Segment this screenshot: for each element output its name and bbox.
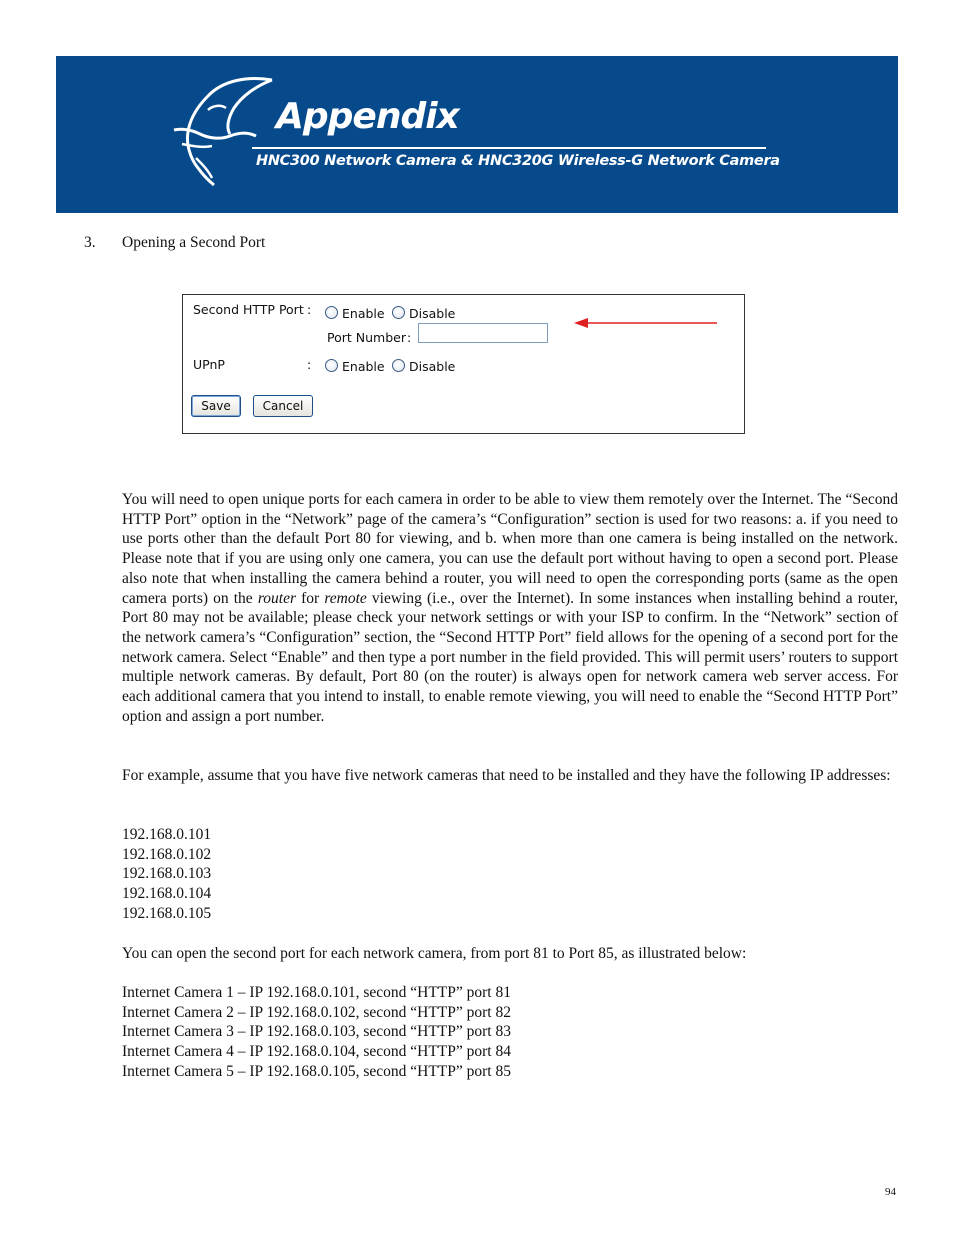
banner-title: Appendix	[276, 96, 459, 137]
camera-port-item: Internet Camera 5 – IP 192.168.0.105, second “HTTP” port 85	[122, 1062, 511, 1080]
second-port-settings-panel	[182, 294, 745, 434]
paragraph-text-part: You will need to open unique ports for each camera in order to be able to view them remotely over the Internet. The “Second HTTP Port” option in the “Network” page of the camera’s “Configuration” section is used for two reasons: a. if you need to use ports other than the default Port 80 for viewing, and b. when more than one camera is being installed on the network. Please note that if you are using only one camera, you can use the default port without having to open a second port. Please also note that when installing the camera behind a router, you will need to open the corresponding ports (same as the open camera ports) on the	[122, 491, 898, 607]
upnp-enable-label: Enable	[342, 359, 385, 374]
explanation-paragraph	[122, 490, 898, 726]
banner-subtitle: HNC300 Network Camera & HNC320G Wireless-G Network Camera	[256, 153, 780, 169]
banner-divider	[252, 147, 766, 149]
port-number-input[interactable]	[418, 323, 548, 343]
router-emphasis: router	[257, 589, 296, 607]
upnp-disable-radio[interactable]	[392, 359, 405, 372]
port-range-paragraph: You can open the second port for each network camera, from port 81 to Port 85, as illustrated below:	[122, 945, 747, 962]
second-http-port-disable-radio[interactable]	[392, 306, 405, 319]
red-arrow-icon	[574, 316, 719, 330]
ip-address-item: 192.168.0.102	[122, 845, 212, 863]
port-number-colon: :	[407, 330, 412, 345]
camera-port-item: Internet Camera 1 – IP 192.168.0.101, second “HTTP” port 81	[122, 984, 511, 1001]
ip-address-item: 192.168.0.103	[122, 865, 212, 883]
second-http-port-disable-label: Disable	[409, 306, 456, 321]
remote-emphasis: remote	[324, 589, 367, 607]
appendix-banner	[56, 56, 898, 213]
camera-port-list	[122, 983, 511, 1082]
upnp-disable-label: Disable	[409, 359, 456, 374]
cancel-button[interactable]: Cancel	[253, 395, 313, 417]
page-number: 94	[885, 1186, 896, 1198]
ip-address-item: 192.168.0.104	[122, 885, 212, 903]
ip-address-list	[122, 825, 211, 924]
upnp-label: UPnP	[193, 357, 225, 372]
example-paragraph: For example, assume that you have five network cameras that need to be installed and they have the following IP addresses:	[122, 767, 891, 784]
eagle-logo-icon	[168, 74, 278, 189]
camera-port-item: Internet Camera 2 – IP 192.168.0.102, second “HTTP” port 82	[122, 1003, 511, 1021]
camera-port-item: Internet Camera 3 – IP 192.168.0.103, second “HTTP” port 83	[122, 1023, 511, 1041]
second-http-port-colon: :	[307, 302, 312, 317]
ip-address-item: 192.168.0.101	[122, 826, 212, 843]
paragraph-text-part: for	[296, 589, 325, 607]
port-number-label: Port Number	[327, 330, 406, 345]
section-title: Opening a Second Port	[122, 234, 266, 251]
upnp-enable-radio[interactable]	[325, 359, 338, 372]
section-number: 3.	[84, 234, 96, 251]
second-http-port-enable-radio[interactable]	[325, 306, 338, 319]
save-button[interactable]: Save	[191, 395, 241, 417]
ip-address-item: 192.168.0.105	[122, 904, 212, 922]
second-http-port-enable-label: Enable	[342, 306, 385, 321]
paragraph-text-part: viewing (i.e., over the Internet). In some instances when installing behind a router, Port 80 may not be available; please check your network settings or with your ISP to confirm. In the “Network” section of the network camera’s “Configuration” section, the “Second HTTP Port” field allows for the opening of a second port for the network camera. Select “Enable” and then type a port number in the field provided. This will permit users’ routers to support multiple network cameras. By default, Port 80 (on the router) is always open for network camera web server access. For each additional camera that you intend to install, to enable remote viewing, you will need to enable the “Second HTTP Port” option and assign a port number.	[122, 589, 898, 725]
camera-port-item: Internet Camera 4 – IP 192.168.0.104, second “HTTP” port 84	[122, 1043, 511, 1061]
second-http-port-label: Second HTTP Port	[193, 302, 304, 317]
upnp-colon: :	[307, 357, 312, 372]
